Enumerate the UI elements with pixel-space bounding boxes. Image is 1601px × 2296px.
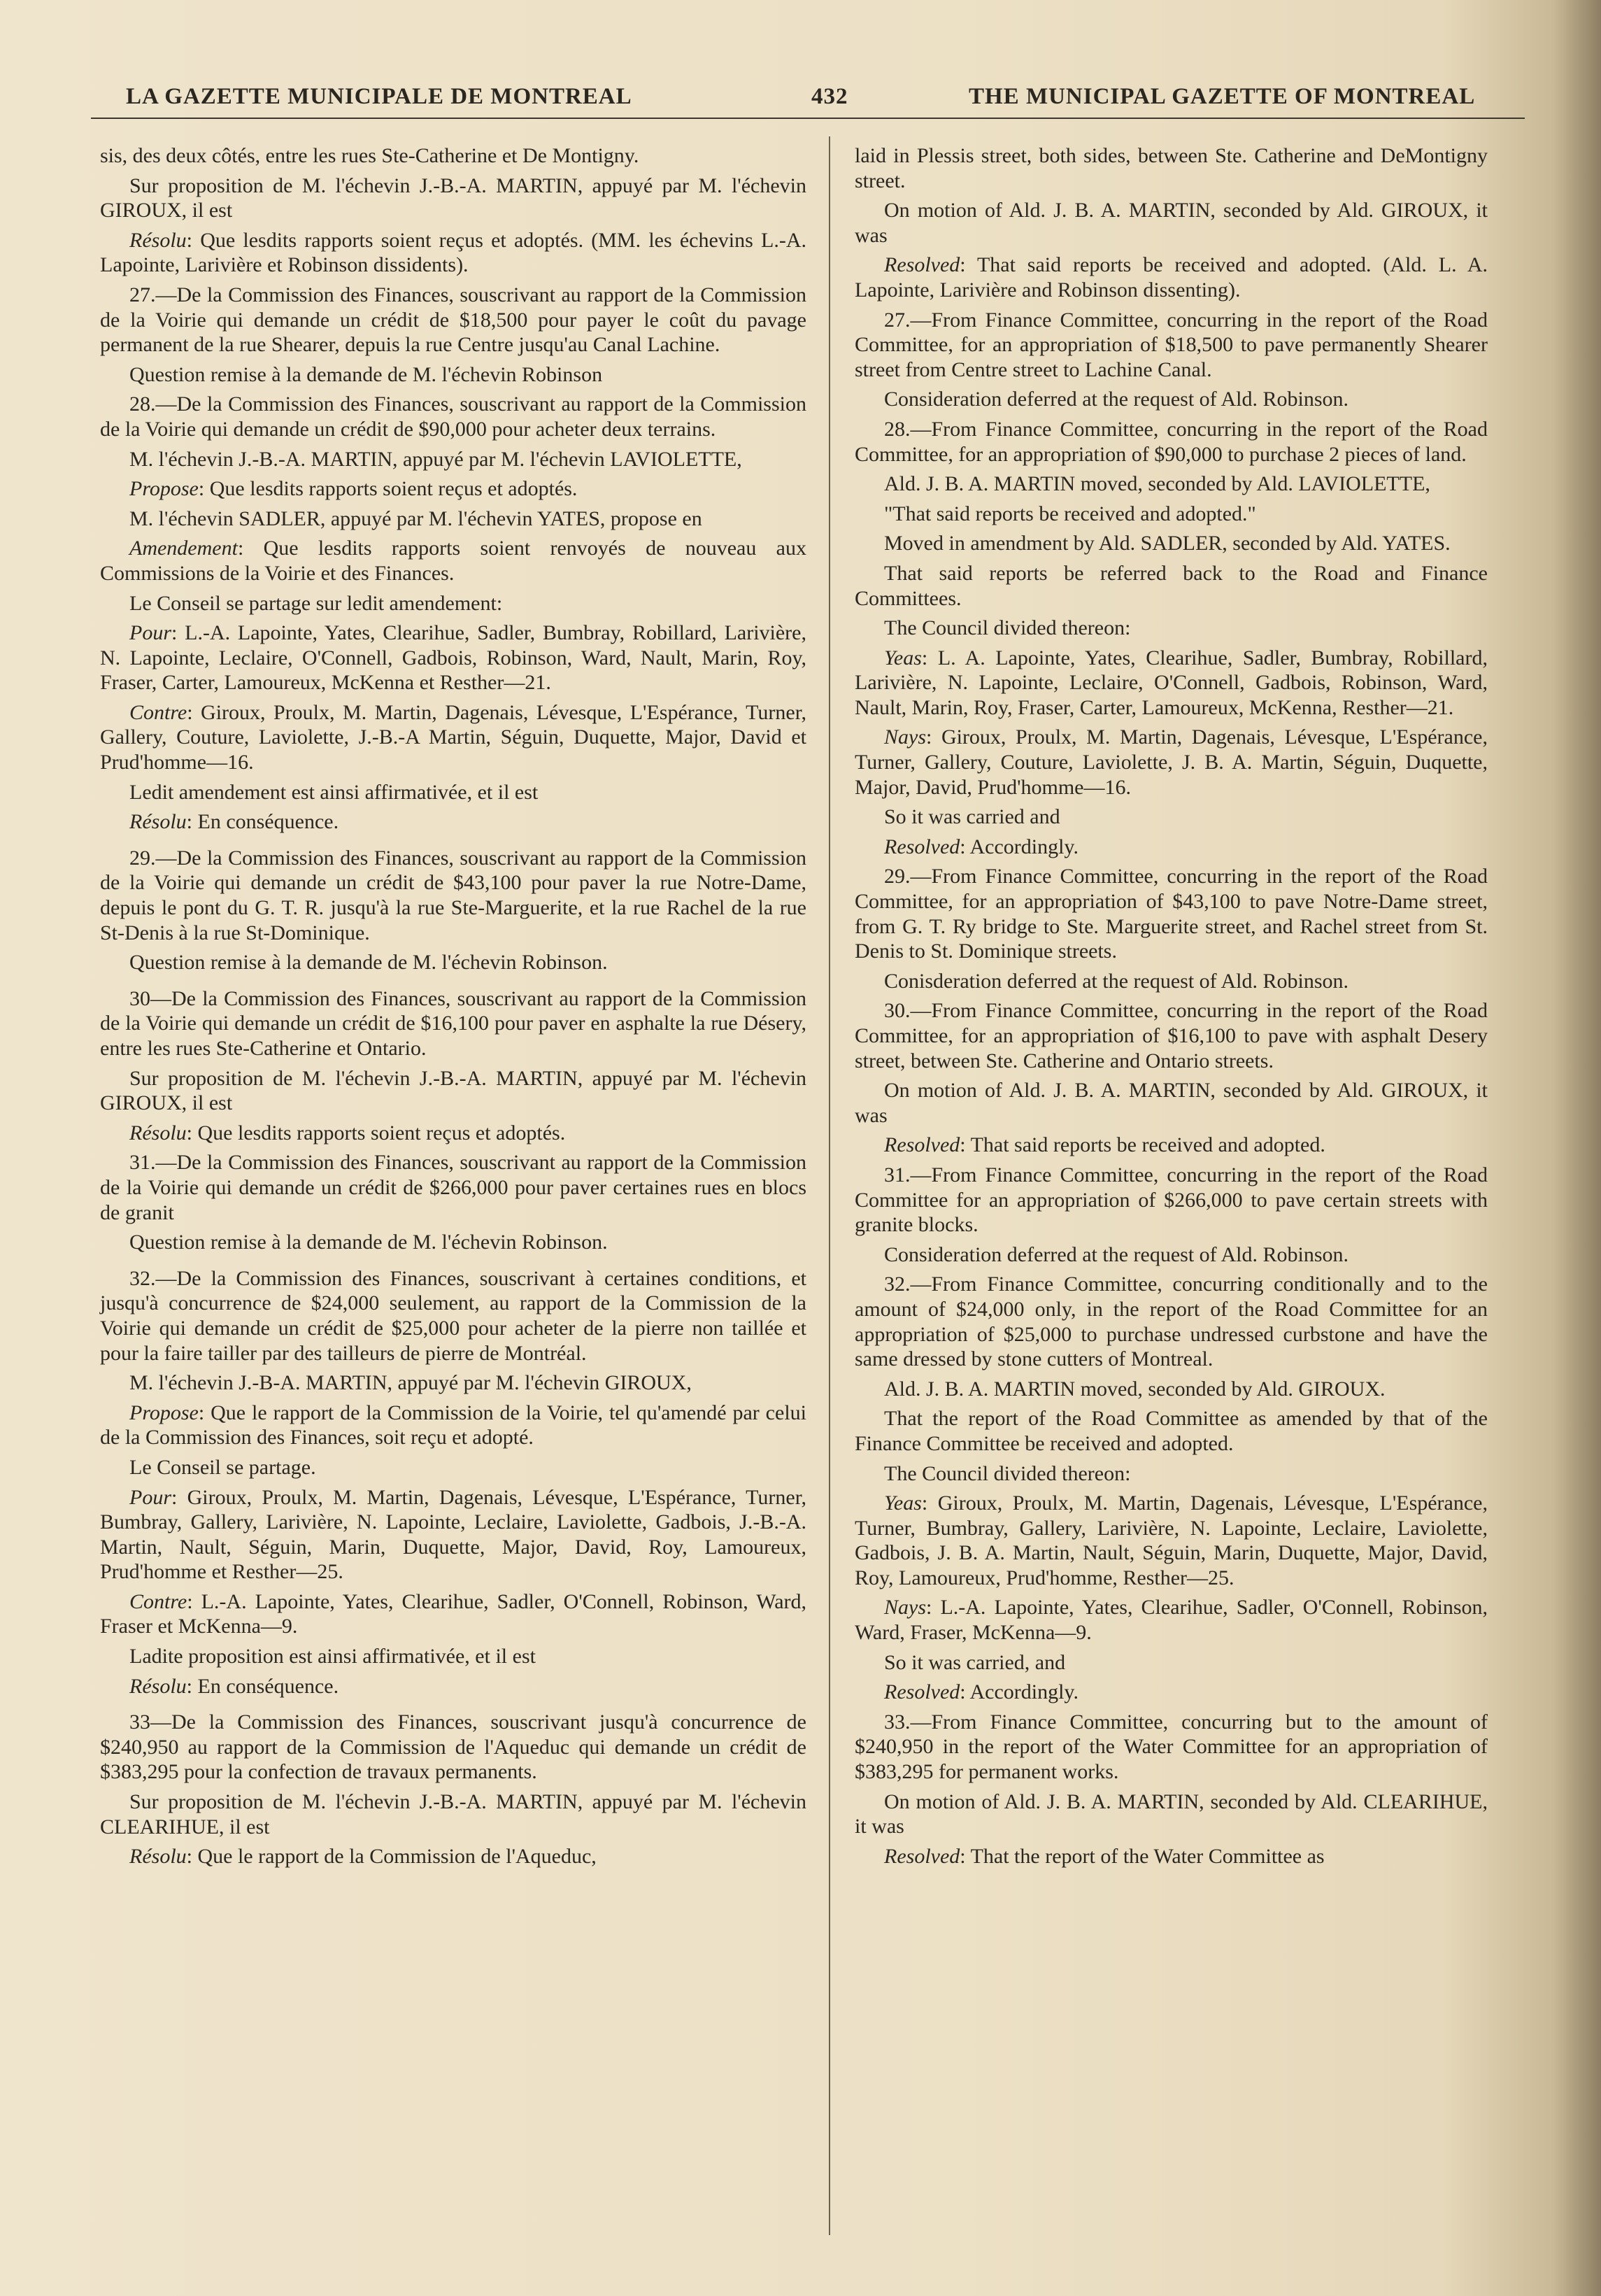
resolution-label: Resolved [884, 1844, 960, 1868]
paragraph [100, 1230, 806, 1255]
paragraph [855, 805, 1488, 830]
paragraph [855, 969, 1488, 994]
paragraph-text: That the report of the Road Committee as amended by that of the Finance Committee be received and adopted. [855, 1407, 1488, 1455]
paragraph-text: 31.—De la Commission des Finances, souscrivant au rapport de la Commission de la Voirie qui demande un crédit de $266,000 pour paver certaines rues en blocs de granit [100, 1151, 806, 1224]
page-header [91, 77, 1525, 122]
paragraph [100, 1401, 806, 1450]
paragraph-text: Ledit amendement est ainsi affirmativée, et il est [129, 780, 539, 804]
paragraph-text: Sur proposition de M. l'échevin J.-B.-A. MARTIN, appuyé par M. l'échevin CLEARIHUE, il est [100, 1790, 806, 1838]
paragraph [855, 998, 1488, 1073]
paragraph-text: Le Conseil se partage. [129, 1455, 316, 1479]
paragraph [100, 1266, 806, 1366]
column-divider [829, 136, 830, 2235]
paragraph [855, 725, 1488, 800]
paragraph [855, 1078, 1488, 1128]
resolution-label: Contre [129, 1589, 187, 1613]
paragraph [855, 472, 1488, 497]
paragraph [855, 387, 1488, 412]
paragraph-text: Ladite proposition est ainsi affirmativée, et il est [129, 1645, 536, 1668]
paragraph-text: Sur proposition de M. l'échevin J.-B.-A. MARTIN, appuyé par M. l'échevin GIROUX, il est [100, 1066, 806, 1115]
paragraph-text: 27.—De la Commission des Finances, souscrivant au rapport de la Commission de la Voirie qui demande un crédit de $18,500 pour payer le coût du pavage permanent de la rue Shearer, depuis la rue Centre jusqu'au Canal Lachine. [100, 283, 806, 357]
paragraph [855, 417, 1488, 467]
paragraph-text: : That the report of the Water Committee as [960, 1844, 1325, 1868]
paragraph [100, 1066, 806, 1116]
paragraph-text: 29.—De la Commission des Finances, souscrivant au rapport de la Commission de la Voirie qui demande un crédit de $43,100 pour paver la rue Notre-Dame, depuis le pont du G. T. R. jusqu'à la rue Ste-Marguerite, et la rue Rachel de la rue St-Denis à la rue St-Dominique. [100, 846, 806, 944]
paragraph-text: Question remise à la demande de M. l'échevin Robinson [129, 362, 603, 386]
resolution-label: Yeas [884, 646, 922, 669]
paragraph [100, 143, 806, 169]
resolution-label: Résolu [129, 228, 187, 252]
paragraph-text: 30.—From Finance Committee, concurring in the report of the Road Committee, for an appropriation of $16,100 to pave with asphalt Desery street, between Ste. Catherine and Ontario streets. [855, 999, 1488, 1072]
paragraph [100, 173, 806, 223]
paragraph-text: Consideration deferred at the request of Ald. Robinson. [884, 388, 1349, 411]
paragraph [100, 1844, 806, 1869]
paragraph [855, 616, 1488, 641]
paragraph-text: So it was carried, and [884, 1650, 1066, 1674]
resolution-label: Résolu [129, 1121, 187, 1145]
paragraph [855, 308, 1488, 383]
paragraph [100, 536, 806, 586]
paragraph-text: M. l'échevin J.-B-A. MARTIN, appuyé par M. l'échevin GIROUX, [129, 1371, 692, 1395]
paragraph-text: The Council divided thereon: [884, 1461, 1131, 1485]
paragraph [855, 835, 1488, 860]
paragraph-text: On motion of Ald. J. B. A. MARTIN, seconded by Ald. GIROUX, it was [855, 1079, 1488, 1127]
resolution-label: Résolu [129, 810, 187, 834]
paragraph [100, 846, 806, 945]
resolution-label: Nays [884, 1596, 926, 1620]
paragraph-text: : Que lesdits rapports soient reçus et adoptés. [198, 477, 578, 501]
resolution-label: Amendement [129, 537, 238, 560]
paragraph [855, 1491, 1488, 1590]
paragraph-text: : Que le rapport de la Commission de l'Aqueduc, [186, 1845, 597, 1869]
paragraph-text: "That said reports be received and adopted." [884, 502, 1256, 525]
paragraph-text: Question remise à la demande de M. l'échevin Robinson. [129, 1231, 608, 1254]
paragraph-text: : Que lesdits rapports soient renvoyés de nouveau aux Commissions de la Voirie et des Finances. [100, 537, 806, 585]
paragraph [100, 1710, 806, 1785]
paragraph-text: 28.—From Finance Committee, concurring in the report of the Road Committee, for an appropriation of $90,000 to purchase 2 pieces of land. [855, 417, 1488, 466]
page-number: 432 [811, 84, 848, 109]
paragraph-text: 33—De la Commission des Finances, souscrivant jusqu'à concurrence de $240,950 au rapport de la Commission de l'Aqueduc qui demande un crédit de $383,295 pour la confection de travaux permanents. [100, 1710, 806, 1784]
paragraph [855, 1595, 1488, 1645]
paragraph [855, 502, 1488, 527]
paragraph [855, 143, 1488, 193]
paragraph-text: 32.—De la Commission des Finances, souscrivant à certaines conditions, et jusqu'à concurrence de $24,000 seulement, au rapport de la Commission de la Voirie qui demande un crédit de $25,000 pour acheter de la pierre non taillée et pour la faire tailler par des tailleurs de pierre de Montréal. [100, 1266, 806, 1365]
resolution-label: Pour [129, 621, 171, 645]
paragraph [855, 864, 1488, 963]
paragraph-text: So it was carried and [884, 805, 1060, 829]
resolution-label: Propose [129, 477, 199, 501]
paragraph [100, 1150, 806, 1225]
paragraph-text: 27.—From Finance Committee, concurring in the report of the Road Committee, for an appropriation of $18,500 to pave permanently Shearer street from Centre street to Lachine Canal. [855, 308, 1488, 381]
paragraph [855, 1790, 1488, 1839]
paragraph-text: Question remise à la demande de M. l'échevin Robinson. [129, 951, 608, 975]
paragraph [100, 950, 806, 975]
paragraph-text: Conisderation deferred at the request of Ald. Robinson. [884, 969, 1349, 993]
paragraph-text: laid in Plessis street, both sides, between Ste. Catherine and DeMontigny street. [855, 144, 1488, 192]
paragraph-text: : En conséquence. [186, 810, 339, 834]
english-column [855, 143, 1488, 1873]
paragraph [855, 1844, 1488, 1869]
paragraph [855, 1680, 1488, 1705]
paragraph [855, 1461, 1488, 1487]
header-title-fr: LA GAZETTE MUNICIPALE DE MONTREAL [126, 84, 632, 109]
paragraph-text: : L. A. Lapointe, Yates, Clearihue, Sadler, Bumbray, Robillard, Larivière, N. Lapointe, Leclaire, O'Connell, Gadbois, Robinson, Ward, Nault, Marin, Roy, Fraser, Carter, Lamoureux, McKenna, Resther—21. [855, 646, 1488, 719]
resolution-label: Résolu [129, 1674, 187, 1698]
paragraph [100, 1370, 806, 1396]
paragraph-text: 32.—From Finance Committee, concurring conditionally and to the amount of $24,000 only, in the report of the Road Committee for an appropriation of $25,000 to purchase undressed curbstone and have the same dressed by stone cutters of Montreal. [855, 1273, 1488, 1371]
paragraph-text: Ald. J. B. A. MARTIN moved, seconded by Ald. LAVIOLETTE, [884, 472, 1430, 496]
paragraph-text: M. l'échevin SADLER, appuyé par M. l'échevin YATES, propose en [129, 506, 702, 530]
paragraph [100, 1121, 806, 1146]
paragraph [855, 1242, 1488, 1268]
paragraph-text: : L.-A. Lapointe, Yates, Clearihue, Sadler, O'Connell, Robinson, Ward, Fraser, McKenna—9. [855, 1596, 1488, 1645]
paragraph [855, 1406, 1488, 1456]
paragraph-text: Sur proposition de M. l'échevin J.-B.-A. MARTIN, appuyé par M. l'échevin GIROUX, il est [100, 173, 806, 222]
paragraph [100, 476, 806, 502]
paragraph-text: : That said reports be received and adopted. (Ald. L. A. Lapointe, Larivière and Robinson dissenting). [855, 253, 1488, 302]
paragraph [100, 700, 806, 775]
paragraph-text: Moved in amendment by Ald. SADLER, seconded by Ald. YATES. [884, 532, 1451, 555]
paragraph [100, 1674, 806, 1699]
paragraph [100, 1790, 806, 1839]
paragraph-text: : Giroux, Proulx, M. Martin, Dagenais, Lévesque, L'Espérance, Turner, Gallery, Couture, Laviolette, J. B. A. Martin, Séguin, Duquette, Major, David, Prud'homme—16. [855, 725, 1488, 799]
resolution-label: Résolu [129, 1845, 187, 1869]
resolution-label: Pour [129, 1485, 171, 1509]
resolution-label: Resolved [884, 1680, 960, 1704]
resolution-label: Yeas [884, 1491, 922, 1515]
paragraph-text: 31.—From Finance Committee, concurring in the report of the Road Committee for an appropriation of $266,000 to pave certain streets with granite blocks. [855, 1163, 1488, 1237]
paragraph [100, 228, 806, 278]
french-column [100, 143, 806, 1874]
paragraph-text: Ald. J. B. A. MARTIN moved, seconded by Ald. GIROUX. [884, 1377, 1386, 1401]
paragraph [855, 1377, 1488, 1402]
paragraph [855, 646, 1488, 721]
paragraph-text: M. l'échevin J.-B.-A. MARTIN, appuyé par M. l'échevin LAVIOLETTE, [129, 447, 742, 471]
paragraph-text: sis, des deux côtés, entre les rues Ste-Catherine et De Montigny. [100, 144, 639, 167]
resolution-label: Resolved [884, 1133, 960, 1157]
paragraph [100, 1455, 806, 1480]
paragraph-text: : En conséquence. [186, 1674, 339, 1698]
paragraph-text: Le Conseil se partage sur ledit amendement: [129, 591, 503, 615]
paragraph-text: : Accordingly. [960, 835, 1079, 858]
paragraph [855, 1710, 1488, 1785]
paragraph [855, 1163, 1488, 1238]
paragraph [100, 362, 806, 388]
paragraph [100, 283, 806, 357]
paragraph [855, 531, 1488, 556]
paragraph-text: : Giroux, Proulx, M. Martin, Dagenais, Lévesque, L'Espérance, Turner, Gallery, Couture, Laviolette, J.-B.-A Martin, Séguin, Duquette, Major, David et Prud'homme—16. [100, 700, 806, 774]
paragraph-text: 29.—From Finance Committee, concurring in the report of the Road Committee, for an appropriation of $43,100 to pave Notre-Dame street, from G. T. Ry bridge to Ste. Marguerite street, and Rachel street from St. Denis to St. Dominique streets. [855, 865, 1488, 963]
paragraph-text: That said reports be referred back to the Road and Finance Committees. [855, 561, 1488, 610]
resolution-label: Resolved [884, 253, 960, 277]
paragraph [855, 253, 1488, 302]
resolution-label: Resolved [884, 835, 960, 858]
paragraph [855, 1133, 1488, 1158]
paragraph-text: : Que le rapport de la Commission de la Voirie, tel qu'amendé par celui de la Commission des Finances, soit reçu et adopté. [100, 1401, 806, 1450]
paragraph [855, 561, 1488, 611]
paragraph [100, 1485, 806, 1585]
paragraph [855, 1272, 1488, 1371]
paragraph [100, 591, 806, 616]
paragraph-text: : Accordingly. [960, 1680, 1079, 1704]
paragraph [100, 986, 806, 1061]
header-title-en: THE MUNICIPAL GAZETTE OF MONTREAL [969, 84, 1476, 109]
resolution-label: Contre [129, 700, 187, 724]
paragraph [100, 447, 806, 472]
paragraph-text: The Council divided thereon: [884, 616, 1131, 640]
paragraph [100, 809, 806, 835]
paragraph-text: 33.—From Finance Committee, concurring but to the amount of $240,950 in the report of the Water Committee for an appropriation of $383,295 for permanent works. [855, 1710, 1488, 1784]
paragraph [100, 780, 806, 805]
paragraph [100, 621, 806, 695]
resolution-label: Propose [129, 1401, 199, 1424]
paragraph-text: : Giroux, Proulx, M. Martin, Dagenais, Lévesque, L'Espérance, Turner, Bumbray, Gallery, Larivière, N. Lapointe, Leclaire, Laviolette, Gadbois, J. B. A. Martin, Nault, Séguin, Marin, Duquette, Major, David, Roy, Lamoureux, Prud'homme, Resther—25. [855, 1491, 1488, 1589]
paragraph-text: : L.-A. Lapointe, Yates, Clearihue, Sadler, O'Connell, Robinson, Ward, Fraser et McKenna—9. [100, 1589, 806, 1638]
paragraph [100, 506, 806, 532]
paragraph-text: Consideration deferred at the request of Ald. Robinson. [884, 1242, 1349, 1266]
paragraph-text: : Que lesdits rapports soient reçus et adoptés. (MM. les échevins L.-A. Lapointe, Larivière et Robinson dissidents). [100, 228, 806, 277]
paragraph-text: : Giroux, Proulx, M. Martin, Dagenais, Lévesque, L'Espérance, Turner, Bumbray, Gallery, Larivière, N. Lapointe, Leclaire, Laviolette, Gadbois, J.-B.-A. Martin, Nault, Séguin, Marin, Duquette, Major, David, Roy, Lamoureux, Prud'homme et Resther—25. [100, 1485, 806, 1584]
paragraph [100, 1644, 806, 1669]
paragraph-text: 28.—De la Commission des Finances, souscrivant au rapport de la Commission de la Voirie qui demande un crédit de $90,000 pour acheter deux terrains. [100, 392, 806, 441]
paragraph [100, 1589, 806, 1639]
paragraph [855, 198, 1488, 248]
paragraph [855, 1650, 1488, 1675]
paragraph-text: On motion of Ald. J. B. A. MARTIN, seconded by Ald. GIROUX, it was [855, 199, 1488, 247]
header-rule [91, 118, 1525, 119]
paragraph-text: : L.-A. Lapointe, Yates, Clearihue, Sadler, Bumbray, Robillard, Larivière, N. Lapointe, Leclaire, O'Connell, Gadbois, Robinson, Ward, Nault, Marin, Roy, Fraser, Carter, Lamoureux, McKenna et Resther—21. [100, 621, 806, 695]
paragraph-text: 30—De la Commission des Finances, souscrivant au rapport de la Commission de la Voirie qui demande un crédit de $16,100 pour paver en asphalte la rue Désery, entre les rues Ste-Catherine et Ontario. [100, 986, 806, 1060]
resolution-label: Nays [884, 725, 926, 749]
paragraph-text: : That said reports be received and adopted. [960, 1133, 1325, 1157]
paragraph [100, 392, 806, 441]
paragraph-text: : Que lesdits rapports soient reçus et adoptés. [186, 1121, 566, 1145]
paragraph-text: On motion of Ald. J. B. A. MARTIN, seconded by Ald. CLEARIHUE, it was [855, 1790, 1488, 1838]
